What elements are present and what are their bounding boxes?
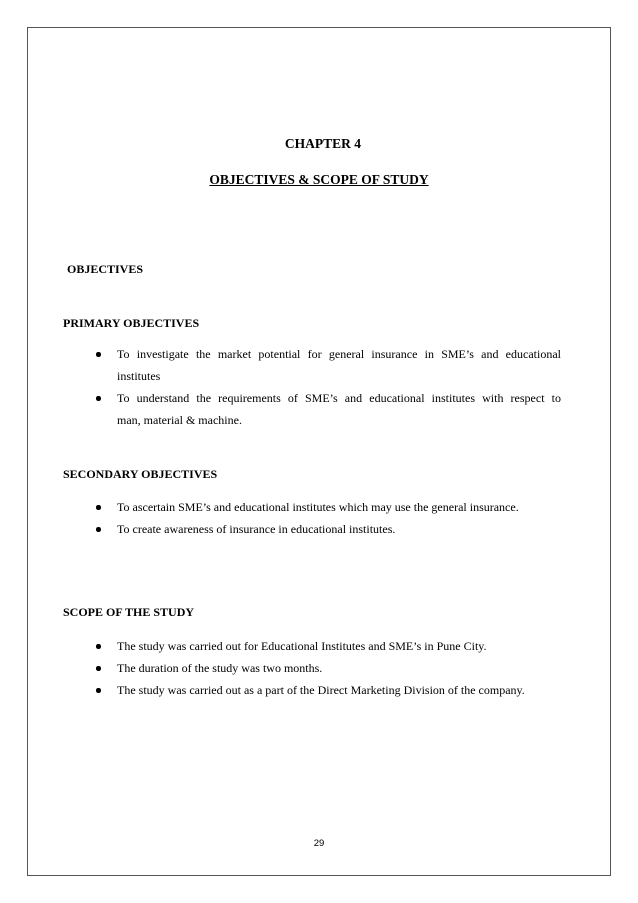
objectives-heading: OBJECTIVES (67, 262, 144, 276)
page-number: 29 (313, 838, 325, 849)
bullet-icon (96, 352, 101, 357)
bullet-icon (96, 505, 101, 510)
list-item-text: man, material & machine. (117, 413, 242, 427)
list-item (95, 496, 519, 518)
bullet-icon (96, 688, 101, 693)
chapter-label: CHAPTER 4 (284, 136, 362, 151)
primary-objectives-heading: PRIMARY OBJECTIVES (63, 316, 200, 330)
list-item-text: The duration of the study was two months. (117, 661, 323, 675)
bullet-icon (96, 666, 101, 671)
list-item-text: To create awareness of insurance in educational institutes. (117, 522, 396, 536)
list-item (95, 635, 525, 657)
secondary-objectives-list (95, 496, 519, 540)
primary-objectives-list (95, 343, 561, 431)
scope-list (95, 635, 525, 701)
secondary-objectives-heading: SECONDARY OBJECTIVES (63, 467, 218, 481)
page-border (27, 27, 611, 876)
chapter-title: OBJECTIVES & SCOPE OF STUDY (209, 172, 429, 187)
list-item-text: institutes (117, 369, 161, 383)
list-item (95, 657, 525, 679)
list-item (95, 343, 561, 387)
list-item (95, 518, 519, 540)
list-item-text: The study was carried out as a part of the Direct Marketing Division of the company. (117, 683, 525, 697)
list-item-text: To investigate the market potential for general insurance in SME’s and educational (117, 347, 561, 361)
bullet-icon (96, 396, 101, 401)
list-item-text: To ascertain SME’s and educational institutes which may use the general insurance. (117, 500, 519, 514)
scope-heading: SCOPE OF THE STUDY (63, 605, 195, 619)
list-item (95, 679, 525, 701)
list-item (95, 387, 561, 431)
list-item-text: The study was carried out for Educational Institutes and SME’s in Pune City. (117, 639, 487, 653)
bullet-icon (96, 527, 101, 532)
bullet-icon (96, 644, 101, 649)
list-item-text: To understand the requirements of SME’s and educational institutes with respect to (117, 391, 561, 405)
